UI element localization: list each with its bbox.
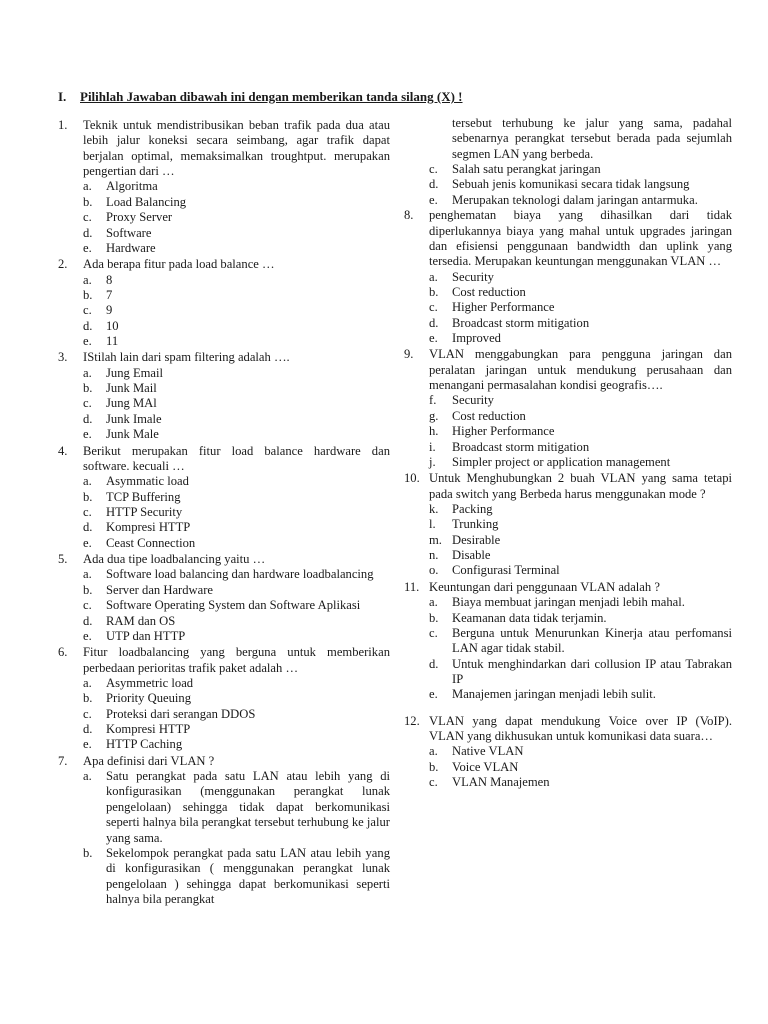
option-text: Improved xyxy=(452,331,501,346)
answer-options xyxy=(429,595,732,703)
answer-option[interactable] xyxy=(429,611,732,626)
answer-option[interactable] xyxy=(83,474,390,489)
answer-options xyxy=(429,270,732,347)
option-letter: c. xyxy=(429,162,438,177)
answer-option[interactable] xyxy=(83,396,390,411)
option-letter: a. xyxy=(83,567,92,582)
right-question-list xyxy=(404,208,732,790)
question-7-continuation: tersebut terhubung ke jalur yang sama, padahal sebenarnya perangkat tersebut berada pada sejumlah segmen LAN yang berbeda. xyxy=(452,116,732,161)
question-text: Ada berapa fitur pada load balance … xyxy=(83,257,275,272)
option-text: 7 xyxy=(106,287,113,302)
answer-option[interactable] xyxy=(429,424,732,439)
option-letter: g. xyxy=(429,408,439,423)
option-text: Security xyxy=(452,393,494,408)
answer-option[interactable] xyxy=(429,595,732,610)
option-text: 8 xyxy=(106,272,113,287)
question-number: 6. xyxy=(58,645,68,660)
answer-option[interactable] xyxy=(83,846,390,907)
option-letter: c. xyxy=(83,303,92,318)
answer-option[interactable] xyxy=(429,760,732,775)
option-letter: c. xyxy=(429,625,438,640)
answer-options xyxy=(83,366,390,443)
option-letter: o. xyxy=(429,563,439,578)
question-9 xyxy=(404,347,732,470)
option-text: Manajemen jaringan menjadi lebih sulit. xyxy=(452,687,656,702)
answer-option[interactable] xyxy=(429,409,732,424)
left-column xyxy=(58,118,390,908)
answer-option[interactable] xyxy=(83,676,390,691)
question-number: 8. xyxy=(404,208,414,223)
answer-option[interactable] xyxy=(429,548,732,563)
option-text: Junk Male xyxy=(106,427,159,442)
option-letter: b. xyxy=(429,610,439,625)
option-letter: e. xyxy=(429,192,438,207)
option-letter: n. xyxy=(429,548,439,563)
option-text: Asymmatic load xyxy=(106,474,189,489)
answer-option[interactable] xyxy=(429,563,732,578)
option-letter: a. xyxy=(83,272,92,287)
option-letter: d. xyxy=(83,411,93,426)
answer-options xyxy=(429,393,732,470)
section-heading xyxy=(58,89,718,105)
question-number: 7. xyxy=(58,753,68,768)
option-letter: j. xyxy=(429,454,436,469)
option-letter: a. xyxy=(83,179,92,194)
option-text: Berguna untuk Menurunkan Kinerja atau perfomansi LAN agar tidak stabil. xyxy=(452,625,732,656)
option-letter: m. xyxy=(429,532,442,547)
answer-option[interactable] xyxy=(83,334,390,349)
option-text: Asymmetric load xyxy=(106,675,194,690)
option-letter: e. xyxy=(83,535,92,550)
answer-option[interactable] xyxy=(83,505,390,520)
question-text: Ada dua tipe loadbalancing yaitu … xyxy=(83,552,266,567)
answer-option[interactable] xyxy=(429,316,732,331)
answer-option[interactable] xyxy=(83,691,390,706)
question-1 xyxy=(58,118,390,256)
option-text: HTTP Security xyxy=(106,504,183,519)
option-text: Voice VLAN xyxy=(452,759,519,774)
answer-option[interactable] xyxy=(83,722,390,737)
option-letter: b. xyxy=(429,284,439,299)
option-text: Load Balancing xyxy=(106,194,187,209)
option-text: Priority Queuing xyxy=(106,691,192,706)
question-7 xyxy=(58,754,390,908)
option-letter: b. xyxy=(429,759,439,774)
option-letter: b. xyxy=(83,582,93,597)
option-text: Junk Imale xyxy=(106,411,162,426)
option-text: Sekelompok perangkat pada satu LAN atau lebih yang di konfigurasikan ( menggunakan perangkat lunak pengelolaan ) sehingga dapat berkomunikasi seperti halnya bila perangkat xyxy=(106,845,390,906)
question-text: Keuntungan dari penggunaan VLAN adalah ? xyxy=(429,579,660,594)
answer-option[interactable] xyxy=(429,177,732,192)
option-text: Packing xyxy=(452,501,493,516)
question-4 xyxy=(58,444,390,552)
option-text: VLAN Manajemen xyxy=(452,775,550,790)
answer-option[interactable] xyxy=(429,687,732,702)
option-text: Configurasi Terminal xyxy=(452,563,560,578)
option-letter: d. xyxy=(83,225,93,240)
answer-option[interactable] xyxy=(83,226,390,241)
option-letter: d. xyxy=(83,722,93,737)
option-letter: a. xyxy=(429,595,438,610)
answer-option[interactable] xyxy=(83,427,390,442)
option-letter: e. xyxy=(83,240,92,255)
option-letter: c. xyxy=(83,598,92,613)
question-text: VLAN yang dapat mendukung Voice over IP (VoIP). VLAN yang dikhusukan untuk komunikasi data suara… xyxy=(429,713,732,744)
option-text: Cost reduction xyxy=(452,408,526,423)
option-text: Software load balancing dan hardware loadbalancing xyxy=(106,567,374,582)
answer-option[interactable] xyxy=(429,533,732,548)
option-text: Sebuah jenis komunikasi secara tidak langsung xyxy=(452,177,690,192)
answer-options xyxy=(429,744,732,790)
question-number: 2. xyxy=(58,257,68,272)
section-title: Pilihlah Jawaban dibawah ini dengan memberikan tanda silang (X) ! xyxy=(80,89,463,104)
answer-option[interactable] xyxy=(83,273,390,288)
answer-option[interactable] xyxy=(83,288,390,303)
question-text: Apa definisi dari VLAN ? xyxy=(83,753,215,768)
question-number: 10. xyxy=(404,471,420,486)
option-text: Jung Email xyxy=(106,365,164,380)
option-letter: e. xyxy=(83,427,92,442)
answer-option[interactable] xyxy=(83,737,390,752)
option-text: Merupakan teknologi dalam jaringan antarmuka. xyxy=(452,192,698,207)
question-2 xyxy=(58,257,390,349)
option-letter: d. xyxy=(83,520,93,535)
answer-option[interactable] xyxy=(83,303,390,318)
answer-option[interactable] xyxy=(83,598,390,613)
answer-option[interactable] xyxy=(429,744,732,759)
answer-option[interactable] xyxy=(429,270,732,285)
option-letter: h. xyxy=(429,424,439,439)
answer-option[interactable] xyxy=(429,440,732,455)
option-text: RAM dan OS xyxy=(106,613,176,628)
question-text: VLAN menggabungkan para pengguna jaringan dan peralatan jaringan untuk mendukung perusahaan dan menangani permasalahan kondisi geografis…. xyxy=(429,347,732,393)
option-letter: d. xyxy=(83,318,93,333)
option-text: UTP dan HTTP xyxy=(106,628,186,643)
option-text: Proteksi dari serangan DDOS xyxy=(106,706,256,721)
answer-options xyxy=(83,474,390,551)
option-letter: a. xyxy=(429,744,438,759)
option-text: Junk Mail xyxy=(106,381,157,396)
option-text: Ceast Connection xyxy=(106,535,196,550)
answer-option[interactable] xyxy=(429,775,732,790)
answer-option[interactable] xyxy=(429,393,732,408)
answer-option[interactable] xyxy=(429,300,732,315)
option-letter: b. xyxy=(83,489,93,504)
option-letter: b. xyxy=(83,381,93,396)
section-number: I. xyxy=(58,89,67,104)
option-text: Broadcast storm mitigation xyxy=(452,315,590,330)
option-text: Keamanan data tidak terjamin. xyxy=(452,610,607,625)
option-text: 11 xyxy=(106,334,119,349)
option-letter: c. xyxy=(83,396,92,411)
answer-option[interactable] xyxy=(83,412,390,427)
answer-option[interactable] xyxy=(83,179,390,194)
answer-option[interactable] xyxy=(83,629,390,644)
option-letter: d. xyxy=(83,613,93,628)
option-letter: f. xyxy=(429,393,437,408)
option-text: Salah satu perangkat jaringan xyxy=(452,162,601,177)
option-letter: e. xyxy=(429,331,438,346)
option-text: Software xyxy=(106,225,152,240)
option-text: 10 xyxy=(106,318,119,333)
option-text: Security xyxy=(452,269,494,284)
question-number: 12. xyxy=(404,713,420,728)
option-text: Kompresi HTTP xyxy=(106,520,191,535)
answer-option[interactable] xyxy=(83,707,390,722)
answer-option[interactable] xyxy=(83,210,390,225)
question-text: Fitur loadbalancing yang berguna untuk memberikan perbedaan perioritas trafik paket adalah … xyxy=(83,645,390,675)
option-letter: d. xyxy=(429,177,439,192)
question-6 xyxy=(58,645,390,753)
option-text: Higher Performance xyxy=(452,424,555,439)
option-letter: c. xyxy=(83,210,92,225)
question-number: 11. xyxy=(404,579,420,594)
option-text: Untuk menghindarkan dari collusion IP atau Tabrakan IP xyxy=(452,656,732,686)
question-5 xyxy=(58,552,390,644)
option-letter: l. xyxy=(429,517,436,532)
answer-option[interactable] xyxy=(429,193,732,208)
answer-option[interactable] xyxy=(83,490,390,505)
option-letter: e. xyxy=(429,687,438,702)
option-text: Higher Performance xyxy=(452,300,555,315)
option-letter: e. xyxy=(83,628,92,643)
option-text: Jung MAl xyxy=(106,396,157,411)
question-number: 1. xyxy=(58,118,68,132)
option-text: Kompresi HTTP xyxy=(106,722,191,737)
answer-option[interactable] xyxy=(83,583,390,598)
answer-options xyxy=(83,769,390,907)
option-letter: d. xyxy=(429,315,439,330)
answer-options xyxy=(83,676,390,753)
option-letter: e. xyxy=(83,737,92,752)
question-text: Untuk Menghubungkan 2 buah VLAN yang sama tetapi pada switch yang Berbeda harus menggunakan mode ? xyxy=(429,471,732,501)
option-text: Trunking xyxy=(452,517,499,532)
question-7-continuation-options xyxy=(429,162,732,208)
question-text: penghematan biaya yang dihasilkan dari tidak diperlukannya biaya yang mahal untuk upgrades jaringan dan efisiensi penggunaan bandwidth dan uplink yang tersedia. Merupakan keuntungan menggunakan VLAN … xyxy=(429,208,732,269)
option-text: Algoritma xyxy=(106,179,158,194)
option-letter: d. xyxy=(429,656,439,671)
answer-option[interactable] xyxy=(429,162,732,177)
answer-options xyxy=(429,502,732,579)
answer-option[interactable] xyxy=(429,285,732,300)
option-text: Simpler project or application management xyxy=(452,454,671,469)
option-letter: a. xyxy=(83,474,92,489)
option-letter: k. xyxy=(429,501,439,516)
question-text: Berikut merupakan fitur load balance hardware dan software. kecuali … xyxy=(83,443,390,473)
answer-option[interactable] xyxy=(429,657,732,688)
option-letter: a. xyxy=(83,675,92,690)
option-text: Software Operating System dan Software Aplikasi xyxy=(106,598,361,613)
option-text: Native VLAN xyxy=(452,744,524,759)
question-number: 3. xyxy=(58,350,68,365)
question-number: 4. xyxy=(58,443,68,458)
question-text: IStilah lain dari spam filtering adalah …. xyxy=(83,350,290,365)
option-text: Desirable xyxy=(452,532,501,547)
option-letter: a. xyxy=(83,365,92,380)
question-12 xyxy=(404,704,732,791)
answer-option[interactable] xyxy=(83,366,390,381)
answer-options xyxy=(83,273,390,350)
answer-option[interactable] xyxy=(83,195,390,210)
answer-option[interactable] xyxy=(429,502,732,517)
question-10 xyxy=(404,471,732,579)
option-letter: b. xyxy=(83,287,93,302)
option-letter: a. xyxy=(429,269,438,284)
answer-option[interactable] xyxy=(83,241,390,256)
option-text: 9 xyxy=(106,303,113,318)
option-text: Broadcast storm mitigation xyxy=(452,439,590,454)
answer-option[interactable] xyxy=(429,517,732,532)
option-text: Satu perangkat pada satu LAN atau lebih yang di konfigurasikan (menggunakan perangkat lunak pengelolaan) sehingga tidak dapat berkomunikasi seperti halnya bila perangkat tersebut terhubung ke jalur yang sama. xyxy=(106,769,390,845)
answer-option[interactable] xyxy=(83,520,390,535)
option-letter: b. xyxy=(83,691,93,706)
answer-option[interactable] xyxy=(83,769,390,846)
question-number: 5. xyxy=(58,552,68,567)
question-3 xyxy=(58,350,390,442)
answer-option[interactable] xyxy=(429,331,732,346)
option-text: Server dan Hardware xyxy=(106,582,213,597)
option-letter: i. xyxy=(429,439,436,454)
option-text: Biaya membuat jaringan menjadi lebih mahal. xyxy=(452,595,685,610)
option-letter: c. xyxy=(429,775,438,790)
answer-option[interactable] xyxy=(83,536,390,551)
option-text: Hardware xyxy=(106,240,156,255)
answer-options xyxy=(83,567,390,644)
option-text: Disable xyxy=(452,548,491,563)
option-text: Proxy Server xyxy=(106,210,173,225)
option-text: Cost reduction xyxy=(452,284,526,299)
option-letter: e. xyxy=(83,334,92,349)
answer-option[interactable] xyxy=(83,381,390,396)
option-letter: a. xyxy=(83,769,92,784)
option-letter: c. xyxy=(83,504,92,519)
option-letter: c. xyxy=(429,300,438,315)
question-number: 9. xyxy=(404,347,414,362)
option-text: TCP Buffering xyxy=(106,489,181,504)
answer-option[interactable] xyxy=(429,455,732,470)
answer-options xyxy=(83,179,390,256)
answer-option[interactable] xyxy=(429,626,732,657)
option-letter: c. xyxy=(83,706,92,721)
option-letter: b. xyxy=(83,194,93,209)
question-11 xyxy=(404,580,732,703)
question-8 xyxy=(404,208,732,346)
right-column xyxy=(404,116,732,791)
option-text: HTTP Caching xyxy=(106,737,183,752)
answer-option[interactable] xyxy=(83,614,390,629)
answer-option[interactable] xyxy=(83,319,390,334)
answer-option[interactable] xyxy=(83,567,390,582)
option-letter: b. xyxy=(83,845,93,860)
question-text: Teknik untuk mendistribusikan beban trafik pada dua atau lebih jalur koneksi secara seimbang, agar trafik dapat berjalan optimal, memaksimalkan troughtput. merupakan pengertian dari … xyxy=(83,118,390,179)
